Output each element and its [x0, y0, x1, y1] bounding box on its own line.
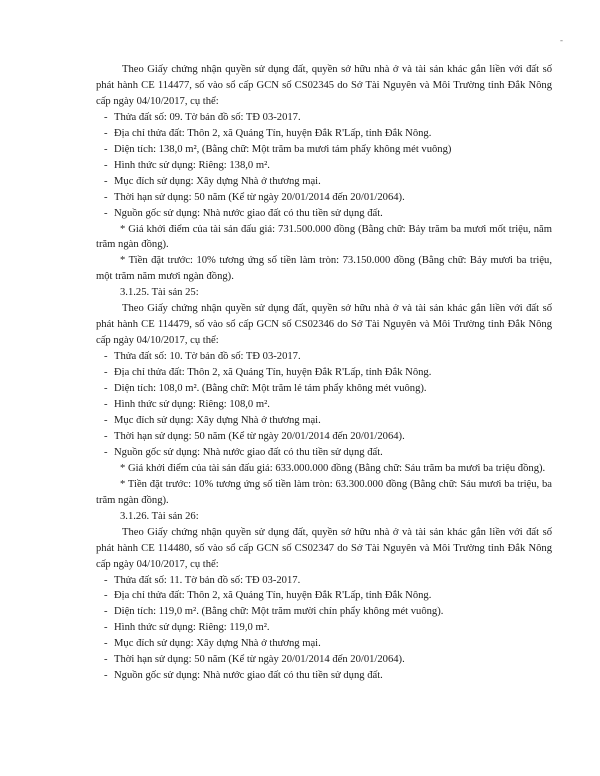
bullet-item	[96, 588, 552, 604]
bullet-dash: -	[104, 367, 108, 379]
text: Thời hạn sử dụng: 50 năm (Kể từ ngày 20/01/2014 đến 20/01/2064).	[114, 191, 405, 203]
bullet-dash: -	[104, 622, 108, 634]
text: Diện tích: 138,0 m², (Bằng chữ: Một trăm ba mươi tám phẩy không mét vuông)	[114, 143, 452, 155]
corner-mark: -	[560, 35, 563, 45]
text: 3.1.25. Tài sản 25:	[120, 287, 199, 299]
text: Thửa đất số: 11. Tờ bản đồ số: TĐ 03-2017.	[114, 574, 301, 586]
bullet-item	[96, 429, 552, 445]
text: Mục đích sử dụng: Xây dựng Nhà ở thương mại.	[114, 638, 321, 650]
bullet-dash: -	[104, 399, 108, 411]
paragraph	[96, 62, 552, 110]
bullet-item	[96, 573, 552, 589]
text: Thửa đất số: 09. Tờ bản đồ số: TĐ 03-2017.	[114, 111, 301, 123]
text: Theo Giấy chứng nhận quyền sử dụng đất, quyền sở hữu nhà ở và tài sản khác gắn liền với đất số phát hành CE 114477, số vào sổ cấp GCN số CS02345 do Sở Tài Nguyên và Môi Trường tỉnh Đắk Nông cấp ngày 04/10/2017, cụ thể:	[96, 64, 552, 107]
text: Thửa đất số: 10. Tờ bản đồ số: TĐ 03-2017.	[114, 351, 301, 363]
bullet-item	[96, 668, 552, 684]
text: Nguồn gốc sử dụng: Nhà nước giao đất có thu tiền sử dụng đất.	[114, 670, 383, 682]
price-note	[96, 461, 552, 477]
bullet-dash: -	[104, 143, 108, 155]
bullet-dash: -	[104, 638, 108, 650]
bullet-item	[96, 413, 552, 429]
bullet-item	[96, 349, 552, 365]
bullet-dash: -	[104, 654, 108, 666]
bullet-dash: -	[104, 175, 108, 187]
bullet-item	[96, 445, 552, 461]
bullet-dash: -	[104, 446, 108, 458]
text: * Giá khởi điểm của tài sản đấu giá: 633.000.000 đồng (Bằng chữ: Sáu trăm ba mươi ba triệu đồng).	[120, 462, 546, 474]
bullet-item	[96, 110, 552, 126]
bullet-dash: -	[104, 430, 108, 442]
text: Nguồn gốc sử dụng: Nhà nước giao đất có thu tiền sử dụng đất.	[114, 207, 383, 219]
text: Thời hạn sử dụng: 50 năm (Kể từ ngày 20/01/2014 đến 20/01/2064).	[114, 430, 405, 442]
bullet-dash: -	[104, 351, 108, 363]
bullet-dash: -	[104, 574, 108, 586]
price-note	[96, 253, 552, 285]
bullet-dash: -	[104, 191, 108, 203]
price-note	[96, 477, 552, 509]
text: Mục đích sử dụng: Xây dựng Nhà ở thương mại.	[114, 175, 321, 187]
text: Địa chỉ thửa đất: Thôn 2, xã Quảng Tín, huyện Đắk R'Lấp, tỉnh Đắk Nông.	[114, 127, 432, 139]
text: Diện tích: 119,0 m². (Bằng chữ: Một trăm mười chín phẩy không mét vuông).	[114, 606, 444, 618]
text: * Giá khởi điểm của tài sản đấu giá: 731.500.000 đồng (Bằng chữ: Bảy trăm ba mươi mốt triệu, năm trăm ngàn đồng).	[96, 223, 552, 251]
text: Hình thức sử dụng: Riêng: 138,0 m².	[114, 159, 270, 171]
bullet-item	[96, 365, 552, 381]
bullet-item	[96, 604, 552, 620]
bullet-item	[96, 620, 552, 636]
bullet-item	[96, 636, 552, 652]
text: Thời hạn sử dụng: 50 năm (Kể từ ngày 20/01/2014 đến 20/01/2064).	[114, 654, 405, 666]
section-heading	[96, 285, 552, 301]
bullet-dash: -	[104, 606, 108, 618]
bullet-item	[96, 126, 552, 142]
section-heading	[96, 509, 552, 525]
paragraph	[96, 301, 552, 349]
text: Mục đích sử dụng: Xây dựng Nhà ở thương mại.	[114, 414, 321, 426]
bullet-dash: -	[104, 159, 108, 171]
bullet-dash: -	[104, 590, 108, 602]
bullet-item	[96, 158, 552, 174]
bullet-dash: -	[104, 670, 108, 682]
bullet-dash: -	[104, 414, 108, 426]
bullet-dash: -	[104, 127, 108, 139]
bullet-item	[96, 652, 552, 668]
bullet-item	[96, 206, 552, 222]
text: Hình thức sử dụng: Riêng: 108,0 m².	[114, 399, 270, 411]
bullet-item	[96, 381, 552, 397]
paragraph	[96, 525, 552, 573]
price-note	[96, 222, 552, 254]
text: Theo Giấy chứng nhận quyền sử dụng đất, quyền sở hữu nhà ở và tài sản khác gắn liền với đất số phát hành CE 114479, số vào sổ cấp GCN số CS02346 do Sở Tài Nguyên và Môi Trường tỉnh Đắk Nông cấp ngày 04/10/2017, cụ thể:	[96, 303, 552, 347]
bullet-dash: -	[104, 111, 108, 123]
bullet-item	[96, 190, 552, 206]
text: Theo Giấy chứng nhận quyền sử dụng đất, quyền sở hữu nhà ở và tài sản khác gắn liền với đất số phát hành CE 114480, số vào sổ cấp GCN số CS02347 do Sở Tài Nguyên và Môi Trường tỉnh Đắk Nông cấp ngày 04/10/2017, cụ thể:	[96, 526, 552, 570]
bullet-item	[96, 397, 552, 413]
text: Địa chỉ thửa đất: Thôn 2, xã Quảng Tín, huyện Đắk R'Lấp, tỉnh Đắk Nông.	[114, 590, 432, 602]
document-body	[96, 62, 552, 684]
bullet-dash: -	[104, 383, 108, 395]
text: Hình thức sử dụng: Riêng: 119,0 m².	[114, 622, 270, 634]
bullet-item	[96, 142, 552, 158]
text: * Tiền đặt trước: 10% tương ứng số tiền làm tròn: 73.150.000 đồng (Bằng chữ: Bảy mươi ba triệu, một trăm năm mươi ngàn đồng).	[96, 255, 552, 283]
text: 3.1.26. Tài sản 26:	[120, 510, 199, 522]
bullet-dash: -	[104, 207, 108, 219]
text: Nguồn gốc sử dụng: Nhà nước giao đất có thu tiền sử dụng đất.	[114, 446, 383, 458]
text: Địa chỉ thửa đất: Thôn 2, xã Quảng Tín, huyện Đắk R'Lấp, tỉnh Đắk Nông.	[114, 367, 432, 379]
text: Diện tích: 108,0 m². (Bằng chữ: Một trăm lẻ tám phẩy không mét vuông).	[114, 383, 427, 395]
text: * Tiền đặt trước: 10% tương ứng số tiền làm tròn: 63.300.000 đồng (Bằng chữ: Sáu mươi ba triệu, ba trăm ngàn đồng).	[96, 478, 552, 506]
bullet-item	[96, 174, 552, 190]
